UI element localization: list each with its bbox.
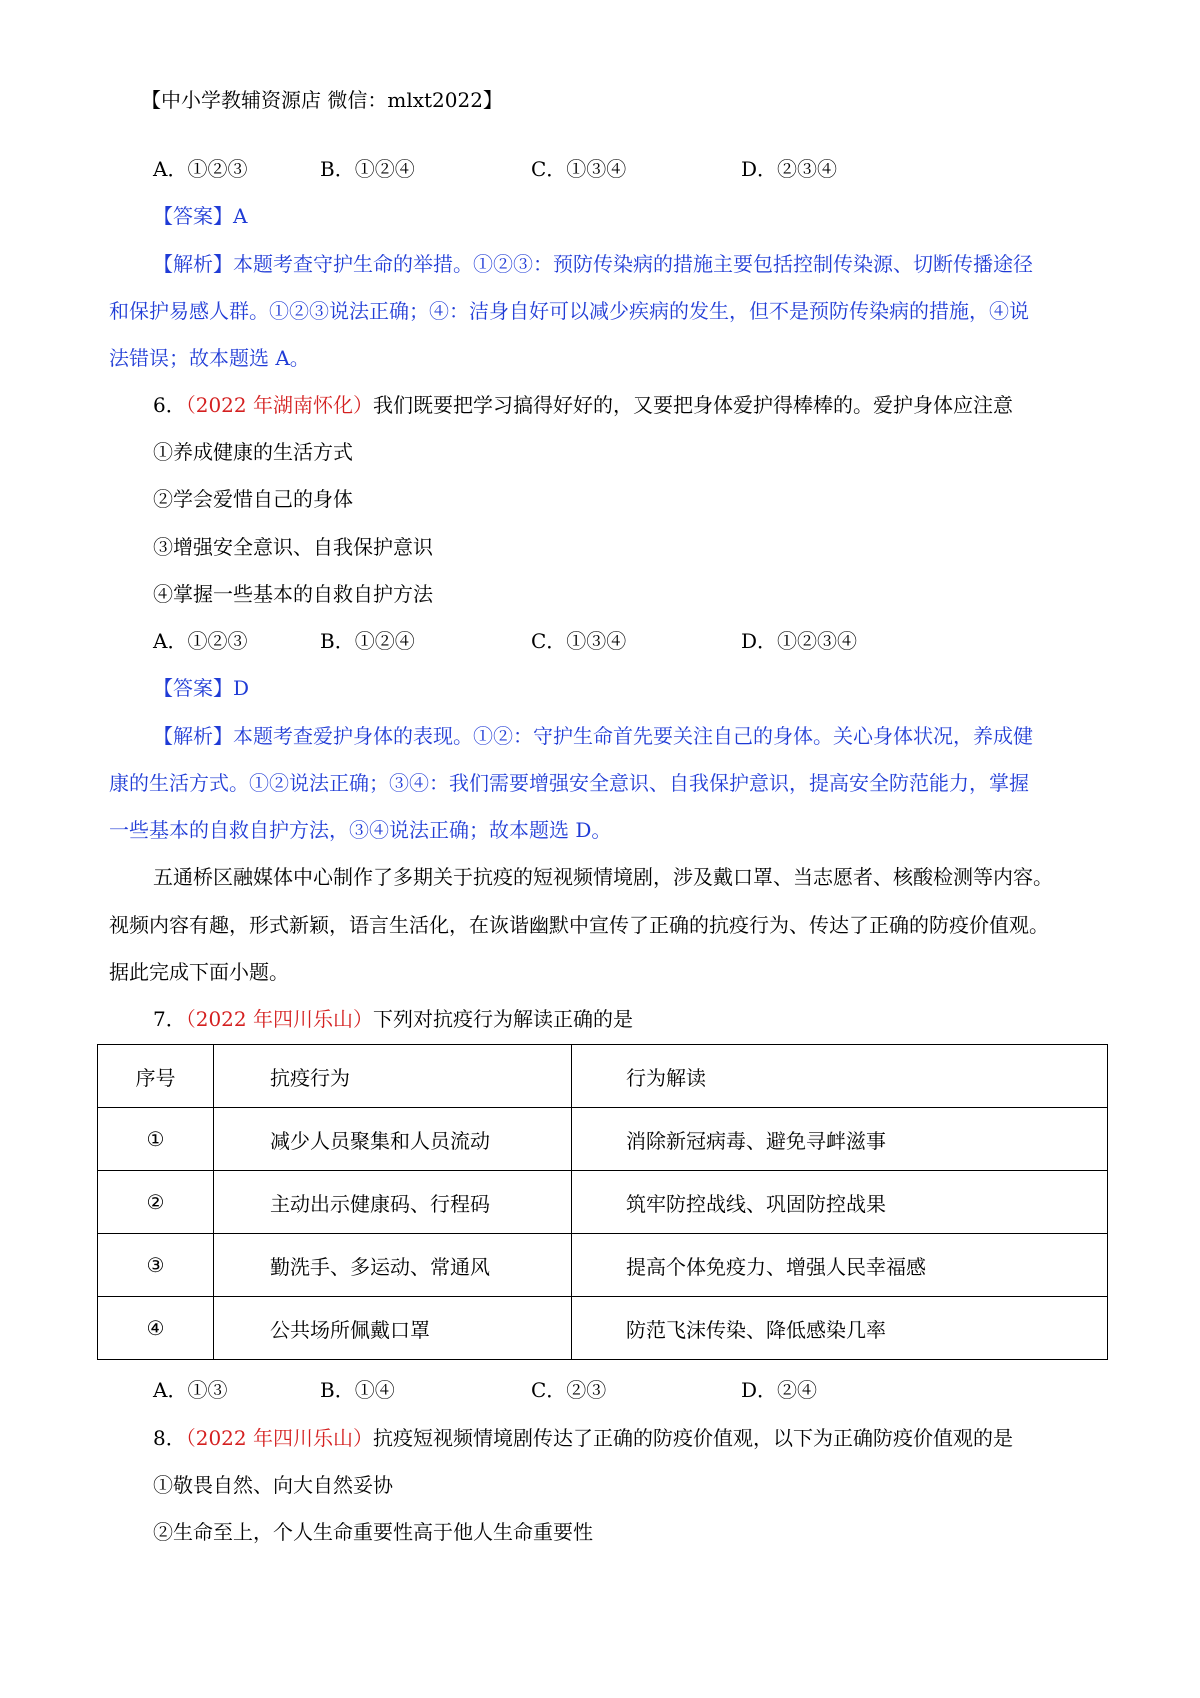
q6-analysis-line-1 (153, 722, 1033, 750)
q6-stem (153, 391, 1013, 419)
table-cell: ④ (98, 1297, 214, 1360)
q5-analysis-text-1: 本题考查守护生命的举措。①②③：预防传染病的措施主要包括控制传染源、切断传播途径 (233, 252, 1033, 276)
q6-number: 6． (153, 393, 186, 417)
q7-stem (153, 1005, 633, 1033)
q5-answer (153, 202, 247, 230)
q6-item-2: ②学会爱惜自己的身体 (153, 487, 353, 511)
q7-option-b: B．①④ (320, 1378, 395, 1402)
q6-option-c: C．①③④ (531, 629, 627, 653)
table-row (98, 1297, 1108, 1360)
q5-analysis-line-1 (153, 250, 1033, 278)
q8-source: （2022 年四川乐山） (185, 1426, 373, 1450)
q6-answer-value: D (233, 676, 250, 700)
q5-option-a: A．①②③ (153, 157, 248, 181)
table-cell: 勤洗手、多运动、常通风 (214, 1234, 572, 1297)
table-cell: ③ (98, 1234, 214, 1297)
q6-analysis-line-3: 一些基本的自救自护方法，③④说法正确；故本题选 D。 (109, 818, 612, 842)
q5-option-c: C．①③④ (531, 157, 627, 181)
passage-line-2: 视频内容有趣，形式新颖，语言生活化，在诙谐幽默中宣传了正确的抗疫行为、传达了正确的防疫价值观。 (109, 913, 1049, 937)
q8-stem (153, 1424, 1013, 1452)
table-cell: ① (98, 1108, 214, 1171)
q7-source: （2022 年四川乐山） (185, 1007, 373, 1031)
table-cell: ② (98, 1171, 214, 1234)
q6-source: （2022 年湖南怀化） (185, 393, 373, 417)
table-cell: 筑牢防控战线、巩固防控战果 (572, 1171, 1108, 1234)
q7-table (97, 1044, 1108, 1360)
q6-analysis-text-1: 本题考查爱护身体的表现。①②：守护生命首先要关注自己的身体。关心身体状况，养成健 (233, 724, 1033, 748)
q8-item-1: ①敬畏自然、向大自然妥协 (153, 1473, 393, 1497)
q5-analysis-line-2: 和保护易感人群。①②③说法正确；④：洁身自好可以减少疾病的发生，但不是预防传染病的措施，④说 (109, 299, 1029, 323)
q5-option-b: B．①②④ (320, 157, 415, 181)
table-cell: 公共场所佩戴口罩 (214, 1297, 572, 1360)
q6-stem-text: 我们既要把学习搞得好好的，又要把身体爱护得棒棒的。爱护身体应注意 (373, 393, 1013, 417)
q5-analysis-line-3: 法错误；故本题选 A。 (109, 346, 310, 370)
q7-option-c: C．②③ (531, 1378, 607, 1402)
q6-option-a: A．①②③ (153, 629, 248, 653)
q7-option-a: A．①③ (153, 1378, 228, 1402)
table-cell: 提高个体免疫力、增强人民幸福感 (572, 1234, 1108, 1297)
table-header-cell: 序号 (98, 1045, 214, 1108)
table-header-cell: 抗疫行为 (214, 1045, 572, 1108)
q7-stem-text: 下列对抗疫行为解读正确的是 (373, 1007, 633, 1031)
q7-option-d: D．②④ (741, 1378, 818, 1402)
passage-line-3: 据此完成下面小题。 (109, 960, 289, 984)
q5-analysis-tag: 【解析】 (153, 252, 233, 276)
q5-option-d: D．②③④ (741, 157, 838, 181)
q6-answer-tag: 【答案】 (153, 676, 233, 700)
table-header-row (98, 1045, 1108, 1108)
q6-item-3: ③增强安全意识、自我保护意识 (153, 535, 433, 559)
q6-item-1: ①养成健康的生活方式 (153, 440, 353, 464)
q8-item-2: ②生命至上，个人生命重要性高于他人生命重要性 (153, 1520, 593, 1544)
table-row (98, 1108, 1108, 1171)
q6-option-b: B．①②④ (320, 629, 415, 653)
table-cell: 消除新冠病毒、避免寻衅滋事 (572, 1108, 1108, 1171)
q6-item-4: ④掌握一些基本的自救自护方法 (153, 582, 433, 606)
q6-analysis-line-2: 康的生活方式。①②说法正确；③④：我们需要增强安全意识、自我保护意识，提高安全防范能力，掌握 (109, 771, 1029, 795)
q8-number: 8． (153, 1426, 186, 1450)
table-header-cell: 行为解读 (572, 1045, 1108, 1108)
table-cell: 防范飞沫传染、降低感染几率 (572, 1297, 1108, 1360)
q5-answer-tag: 【答案】 (153, 204, 233, 228)
page-header: 【中小学教辅资源店 微信：mlxt2022】 (141, 88, 503, 112)
q6-analysis-tag: 【解析】 (153, 724, 233, 748)
table-cell: 主动出示健康码、行程码 (214, 1171, 572, 1234)
table-cell: 减少人员聚集和人员流动 (214, 1108, 572, 1171)
passage-line-1: 五通桥区融媒体中心制作了多期关于抗疫的短视频情境剧，涉及戴口罩、当志愿者、核酸检测等内容。 (153, 865, 1053, 889)
q6-answer (153, 674, 249, 702)
table-row (98, 1234, 1108, 1297)
q7-number: 7． (153, 1007, 186, 1031)
q8-stem-text: 抗疫短视频情境剧传达了正确的防疫价值观，以下为正确防疫价值观的是 (373, 1426, 1013, 1450)
q5-answer-value: A (233, 204, 248, 228)
table-row (98, 1171, 1108, 1234)
q6-option-d: D．①②③④ (741, 629, 858, 653)
